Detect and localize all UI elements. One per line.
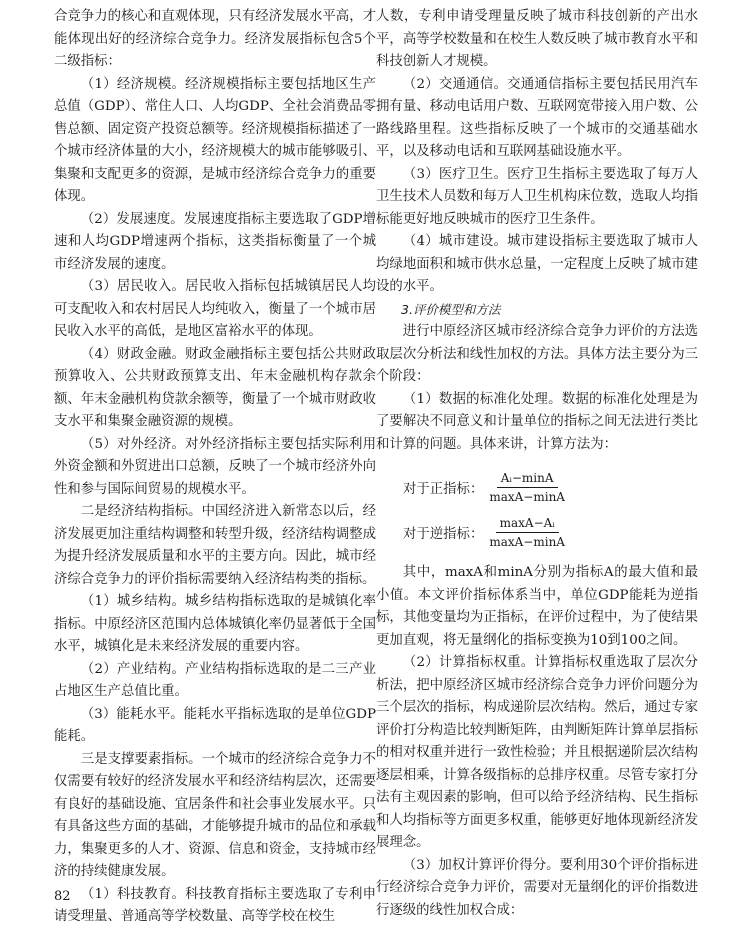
paragraph-fiscal-finance: （4）财政金融。财政金融指标主要包括公共财政预算收入、公共财政预算支出、年末金融机构存款余额、年末金融机构贷款余额等，衡量了一个城市财政收支水平和集聚金融资源的规模。 [54,346,376,429]
paragraph-science-education: （1）科技教育。科技教育指标主要选取了专利申请受理量、普通高等学校数量、高等学校在校生 [54,886,376,924]
formula-positive [376,470,698,505]
paragraph-weight-calculation: （2）计算指标权重。计算指标权重选取了层次分析法，把中原经济区城市经济综合竞争力评价问题分为三个层次的指标，构成递阶层次结构。然后，通过专家评价打分构造比较判断矩阵，由判断矩阵计算单层指标的相对权重并进行一致性检验；并且根据递阶层次结构逐层相乘，计算各级指标的总排序权重。尽管专家打分法有主观因素的影响，但可以给予经济结构、民生指标和人均指标等方面更多权重，能够更好地体现新经济发展理念。 [376,655,698,850]
fraction-negative-numerator: maxA−Aᵢ [496,515,559,533]
paragraph-support-factors: 三是支撑要素指标。一个城市的经济综合竞争力不仅需要有较好的经济发展水平和经济结构层次，还需要有良好的基础设施、宜居条件和社会事业发展水平。只有具备这些方面的基础，才能够提升城市的品位和承载力，集聚更多的人才、资源、信息和资金，支持城市经济的持续健康发展。 [54,751,376,879]
left-column [54,6,376,929]
fraction-positive-numerator: Aᵢ−minA [497,470,558,488]
paragraph-resident-income: （3）居民收入。居民收入指标包括城镇居民人均可支配收入和农村居民人均纯收入，衡量了一个城市居民收入水平的高低，是地区富裕水平的体现。 [54,279,376,339]
formula-negative [376,515,698,550]
paragraph-standardization: （1）数据的标准化处理。数据的标准化处理是为了要解决不同意义和计量单位的指标之间无法进行类比和计算的问题。具体来讲，计算方法为： [376,391,698,452]
page-number: 82 [54,889,71,904]
paragraph-formula-explanation: 其中，maxA和minA分别为指标A的最大值和最小值。本文评价指标体系当中，单位GDP能耗为逆指标，其他变量均为正指标，在评价过程中，为了使结果更加直观，将无量纲化的指标变换为10到100之间。 [376,565,698,648]
paragraph-urban-construction: （4）城市建设。城市建设指标主要选取了城市人均绿地面积和城市供水总量，一定程度上反映了城市建设的水平。 [376,234,698,294]
formula-negative-label: 对于逆指标： [403,527,484,542]
paragraph-economic-structure: 二是经济结构指标。中国经济进入新常态以后，经济发展更加注重结构调整和转型升级，经济结构调整成为提升经济发展质量和水平的主要方向。因此，城市经济综合竞争力的评价指标需要纳入经济结构类的指标。 [54,504,376,587]
fraction-negative-denominator: maxA−minA [489,535,565,549]
paragraph-industrial-structure: （2）产业结构。产业结构指标选取的是二三产业占地区生产总值比重。 [54,661,376,699]
paragraph-continuation-right: 人数，专利申请受理量反映了城市科技创新的产出水平，高等学校数量和在校生人数反映了城市教育水平和科技创新人才规模。 [376,9,698,69]
fraction-negative [485,515,569,550]
paragraph-continuation: 合竞争力的核心和直观体现，只有经济发展水平高，才能体现出好的经济综合竞争力。经济发展指标包含5个二级指标： [54,9,376,69]
paragraph-economic-scale: （1）经济规模。经济规模指标主要包括地区生产总值（GDP）、常住人口、人均GDP、全社会消费品零售总额、固定资产投资总额等。经济规模指标描述了一个城市经济体量的大小，经济规模大的城市能够吸引、集聚和支配更多的资源，是城市经济综合竞争力的重要体现。 [54,76,376,204]
section-heading: 3.评价模型和方法 [401,301,501,317]
paragraph-weighted-score: （3）加权计算评价得分。要利用30个评价指标进行经济综合竞争力评价，需要对无量纲化的评价指数进行逐级的线性加权合成： [376,857,698,918]
paragraph-medical-health: （3）医疗卫生。医疗卫生指标主要选取了每万人卫生技术人员数和每万人卫生机构床位数，选取人均指标能更好地反映城市的医疗卫生条件。 [376,166,698,227]
paragraph-energy-consumption: （3）能耗水平。能耗水平指标选取的是单位GDP能耗。 [54,706,376,744]
paragraph-method-intro: 进行中原经济区城市经济综合竞争力评价的方法选取层次分析法和线性加权的方法。具体方法主要分为三个阶段： [376,324,698,384]
fraction-positive [485,470,569,505]
fraction-positive-denominator: maxA−minA [489,490,565,504]
paragraph-external-economy: （5）对外经济。对外经济指标主要包括实际利用外资金额和外贸进出口总额，反映了一个城市经济外向性和参与国际间贸易的规模水平。 [54,436,376,497]
formula-positive-label: 对于正指标： [403,482,484,497]
right-column [376,6,698,922]
paragraph-growth-speed: （2）发展速度。发展速度指标主要选取了GDP增速和人均GDP增速两个指标，这类指标衡量了一个城市经济发展的速度。 [54,211,376,272]
paragraph-transport-communication: （2）交通通信。交通通信指标主要包括民用汽车拥有量、移动电话用户数、互联网宽带接入用户数、公路线路里程。这些指标反映了一个城市的交通基础水平，以及移动电话和互联网基础设施水平。 [376,76,698,159]
paragraph-urban-rural: （1）城乡结构。城乡结构指标选取的是城镇化率指标。中原经济区范围内总体城镇化率仍显著低于全国水平，城镇化是未来经济发展的重要内容。 [54,594,376,654]
